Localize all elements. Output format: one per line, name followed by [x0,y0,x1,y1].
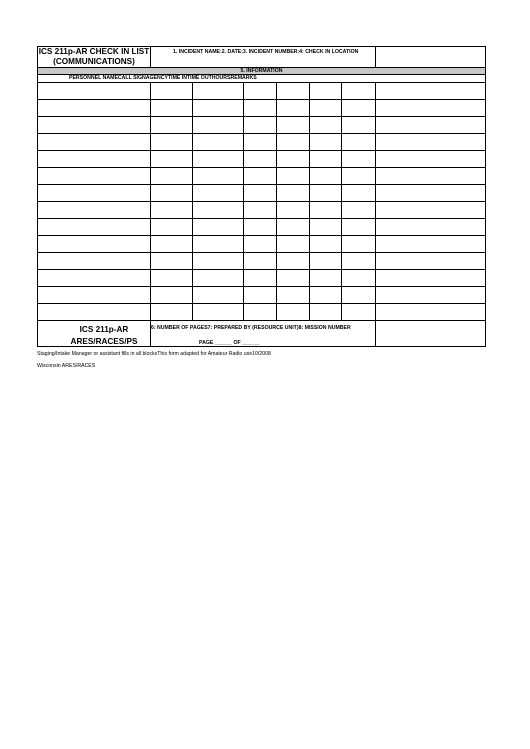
footer-fields[interactable] [151,321,376,347]
cell[interactable] [376,134,486,151]
cell[interactable] [376,151,486,168]
cell[interactable] [38,134,151,151]
cell[interactable] [376,219,486,236]
cell[interactable] [193,287,244,304]
cell[interactable] [277,219,310,236]
cell[interactable] [376,100,486,117]
column-headers [38,75,486,83]
column-headers-text: PERSONNEL NAMECALL SIGNAGENCYTIME INTIME OUTHOURSREMARKS [69,75,257,81]
check-in-location-field[interactable] [376,47,486,68]
cell[interactable] [244,83,277,100]
cell[interactable] [244,219,277,236]
cell[interactable] [193,100,244,117]
cell[interactable] [38,100,151,117]
form-grid [37,46,486,347]
cell[interactable] [277,202,310,219]
cell[interactable] [193,185,244,202]
cell[interactable] [244,185,277,202]
cell[interactable] [151,304,193,321]
cell[interactable] [151,83,193,100]
footer-form-id [38,321,151,347]
form-title [38,47,151,68]
cell[interactable] [376,185,486,202]
cell[interactable] [193,236,244,253]
cell[interactable] [376,304,486,321]
section-label: 5. INFORMATION [38,68,486,75]
cell[interactable] [244,134,277,151]
cell[interactable] [376,83,486,100]
form-title-line2: (COMMUNICATIONS) [53,57,135,66]
cell[interactable] [151,236,193,253]
cell[interactable] [38,151,151,168]
header-row [38,47,486,68]
table-row [38,151,486,168]
cell[interactable] [151,202,193,219]
cell[interactable] [310,253,342,270]
cell[interactable] [38,304,151,321]
cell[interactable] [193,168,244,185]
cell[interactable] [342,253,376,270]
cell[interactable] [277,134,310,151]
cell[interactable] [38,287,151,304]
table-row [38,83,486,100]
cell[interactable] [38,236,151,253]
cell[interactable] [277,185,310,202]
footer-row [38,321,486,347]
cell[interactable] [151,151,193,168]
cell[interactable] [342,270,376,287]
cell[interactable] [310,185,342,202]
cell[interactable] [342,134,376,151]
table-row [38,202,486,219]
cell[interactable] [277,253,310,270]
cell[interactable] [38,202,151,219]
cell[interactable] [193,151,244,168]
cell[interactable] [38,219,151,236]
table-row [38,304,486,321]
cell[interactable] [310,304,342,321]
cell[interactable] [244,202,277,219]
cell[interactable] [342,83,376,100]
cell[interactable] [151,270,193,287]
cell[interactable] [342,287,376,304]
cell[interactable] [193,83,244,100]
cell[interactable] [310,100,342,117]
cell[interactable] [193,270,244,287]
cell[interactable] [342,304,376,321]
footnote-organization: Wisconsin ARES/RACES [37,363,96,369]
cell[interactable] [38,185,151,202]
cell[interactable] [376,117,486,134]
cell[interactable] [38,253,151,270]
cell[interactable] [277,270,310,287]
table-row [38,117,486,134]
cell[interactable] [310,236,342,253]
cell[interactable] [244,236,277,253]
table-row [38,185,486,202]
cell[interactable] [244,151,277,168]
footer-form-code: ICS 211p-AR [79,325,129,334]
cell[interactable] [277,151,310,168]
cell[interactable] [151,168,193,185]
cell[interactable] [342,117,376,134]
cell[interactable] [151,253,193,270]
footnote-instructions: Staging/Intake Manager or assistant fills in all blocksThis form adapted for Amateur Radio use10/2008 [37,351,271,357]
cell[interactable] [193,202,244,219]
table-row [38,236,486,253]
cell[interactable] [244,168,277,185]
cell[interactable] [310,219,342,236]
cell[interactable] [277,304,310,321]
cell[interactable] [342,219,376,236]
cell[interactable] [38,117,151,134]
table-row [38,100,486,117]
cell[interactable] [310,287,342,304]
cell[interactable] [38,83,151,100]
cell[interactable] [342,100,376,117]
header-fields[interactable]: 1. INCIDENT NAME:2. DATE:3. INCIDENT NUMBER:4: CHECK IN LOCATION [151,47,376,68]
cell[interactable] [310,117,342,134]
page-of-field: PAGE ______ OF ______ [199,340,260,346]
cell[interactable] [151,100,193,117]
cell[interactable] [277,236,310,253]
cell[interactable] [310,168,342,185]
cell[interactable] [244,117,277,134]
table-row [38,134,486,151]
cell[interactable] [277,100,310,117]
cell[interactable] [277,83,310,100]
cell[interactable] [342,202,376,219]
cell[interactable] [193,219,244,236]
cell[interactable] [151,219,193,236]
footer-org: ARES/RACES/PS [70,337,138,346]
column-header-row [38,75,486,83]
cell[interactable] [310,202,342,219]
cell[interactable] [244,100,277,117]
section-bar-row [38,68,486,75]
cell[interactable] [151,134,193,151]
cell[interactable] [244,253,277,270]
cell[interactable] [376,270,486,287]
cell[interactable] [244,304,277,321]
cell[interactable] [376,236,486,253]
cell[interactable] [310,151,342,168]
ics-211p-form [37,46,485,347]
cell[interactable] [376,287,486,304]
cell[interactable] [342,236,376,253]
cell[interactable] [151,117,193,134]
table-row [38,253,486,270]
table-row [38,287,486,304]
table-row [38,219,486,236]
table-row [38,168,486,185]
cell[interactable] [277,117,310,134]
cell[interactable] [38,270,151,287]
cell[interactable] [342,168,376,185]
cell[interactable] [38,168,151,185]
cell[interactable] [342,185,376,202]
form-title-line1: ICS 211p-AR CHECK IN LIST [38,47,150,56]
table-row [38,270,486,287]
cell[interactable] [376,202,486,219]
mission-number-field[interactable] [376,321,486,347]
cell[interactable] [376,253,486,270]
cell[interactable] [310,270,342,287]
cell[interactable] [310,134,342,151]
cell[interactable] [193,304,244,321]
cell[interactable] [151,185,193,202]
cell[interactable] [193,134,244,151]
cell[interactable] [277,287,310,304]
footer-fields-line: 6: NUMBER OF PAGES7: PREPARED BY (RESOURCE UNIT)8: MISSION NUMBER [151,325,351,331]
cell[interactable] [244,287,277,304]
cell[interactable] [151,287,193,304]
cell[interactable] [193,117,244,134]
cell[interactable] [193,253,244,270]
cell[interactable] [310,83,342,100]
cell[interactable] [376,168,486,185]
cell[interactable] [277,168,310,185]
cell[interactable] [342,151,376,168]
cell[interactable] [244,270,277,287]
